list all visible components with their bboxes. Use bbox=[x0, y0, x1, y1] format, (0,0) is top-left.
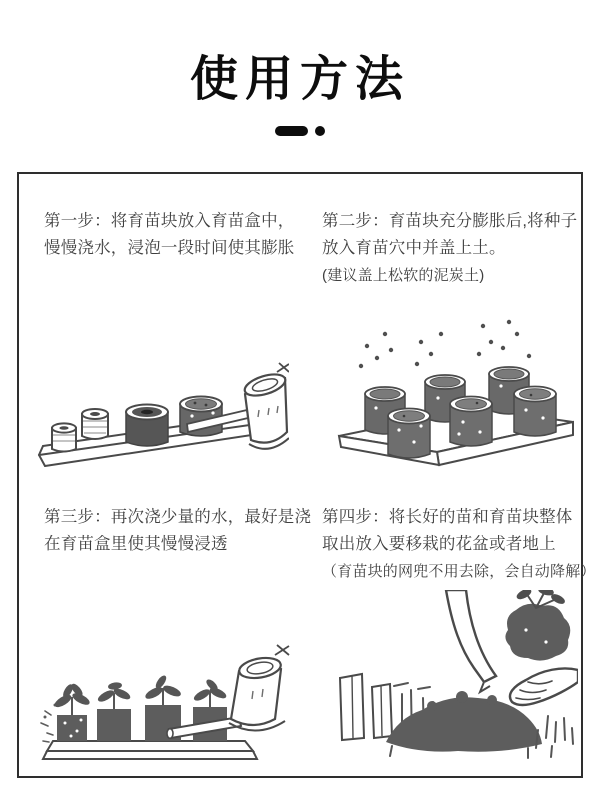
step-2-text bbox=[322, 208, 578, 289]
step-3-line-1: 第三步：再次浇少量的水，最好是浇 bbox=[44, 508, 312, 526]
step-2-line-2: 放入育苗穴中并盖上土。 bbox=[322, 239, 506, 257]
step-4-line-1: 第四步：将长好的苗和育苗块整体 bbox=[322, 508, 573, 526]
seedling-tray-soaking-illustration bbox=[37, 360, 289, 474]
page-title: 使用方法 bbox=[189, 53, 410, 106]
dash-decoration bbox=[275, 126, 308, 136]
step-3-line-2: 在育苗盒里使其慢慢浸透 bbox=[44, 535, 228, 553]
step-4-text bbox=[322, 504, 596, 585]
step-1-line-2: 慢慢浇水，浸泡一段时间使其膨胀 bbox=[44, 239, 295, 257]
step-2-line-1: 第二步：育苗块充分膨胀后,将种子 bbox=[322, 212, 578, 230]
transplanting-seedling-illustration bbox=[330, 590, 578, 762]
dot-decoration bbox=[315, 126, 325, 136]
step-2-section bbox=[302, 174, 581, 495]
dash-dot-divider bbox=[0, 126, 600, 136]
expanded-pellets-seeds-illustration bbox=[333, 318, 580, 478]
step-2-line-3: (建议盖上松软的泥炭土) bbox=[322, 267, 485, 284]
step-1-text bbox=[44, 208, 294, 262]
steps-panel bbox=[17, 172, 596, 778]
step-3-section bbox=[19, 495, 312, 776]
step-3-text bbox=[44, 504, 312, 558]
step-4-line-3: （育苗块的网兜不用去除，会自动降解） bbox=[322, 563, 596, 580]
step-1-line-1: 第一步：将育苗块放入育苗盒中， bbox=[44, 212, 295, 230]
step-4-line-2: 取出放入要移栽的花盆或者地上 bbox=[322, 535, 556, 553]
step-1-section bbox=[19, 174, 302, 495]
step-4-section bbox=[302, 495, 596, 776]
watering-seedlings-illustration bbox=[39, 641, 297, 769]
